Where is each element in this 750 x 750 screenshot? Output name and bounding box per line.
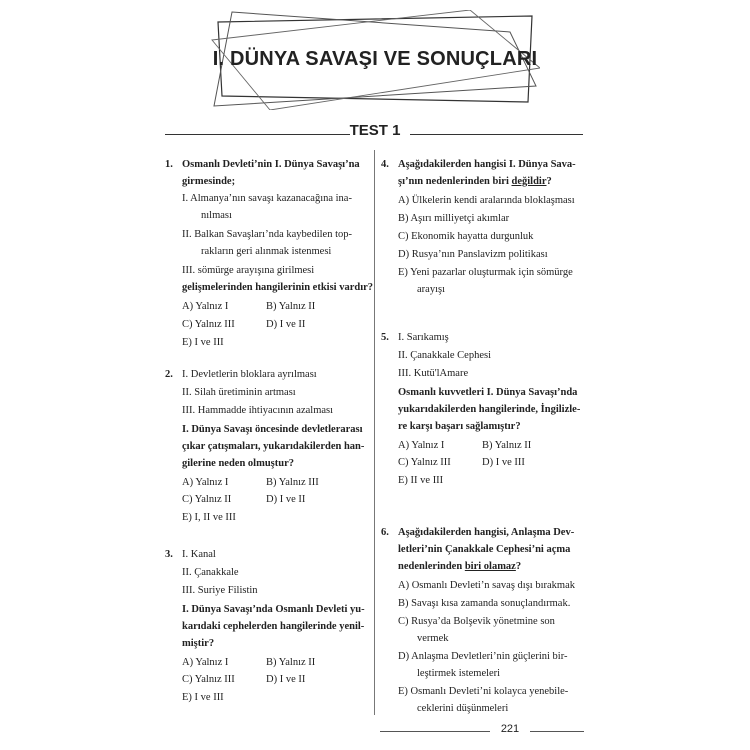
question-number: 3. (165, 549, 173, 560)
premise-item: rakların geri alınmak istenmesi (201, 246, 332, 257)
premise-item: nılması (201, 210, 232, 221)
option-e[interactable]: E) I ve III (182, 337, 224, 348)
question-3 (165, 546, 370, 706)
option-b[interactable]: B) Yalnız II (482, 440, 532, 451)
premise-item: II. Çanakkale (182, 567, 239, 578)
question-stem: girmesinde; (182, 176, 236, 187)
page-number: 221 (500, 723, 520, 735)
option-b[interactable]: B) Yalnız II (266, 657, 316, 668)
premise-item: II. Silah üretiminin artması (182, 387, 296, 398)
question-stem: Osmanlı Devleti’nin I. Dünya Savaşı’na (182, 159, 360, 170)
option-b[interactable]: B) Yalnız III (266, 477, 319, 488)
option-c-continued: vermek (417, 633, 449, 644)
option-a[interactable]: A) Osmanlı Devleti’n savaş dışı bırakmak (398, 580, 576, 591)
option-c[interactable]: C) Yalnız III (398, 457, 451, 468)
option-b[interactable]: B) Savaşı kısa zamanda sonuçlandırmak. (398, 598, 571, 609)
question-prompt: yukarıdakilerden hangilerinde, İngilizle- (398, 404, 581, 415)
question-number: 4. (381, 159, 389, 170)
option-d-continued: leştirmek istemeleri (417, 668, 501, 679)
question-prompt: I. Dünya Savaşı’nda Osmanlı Devleti yu- (182, 604, 365, 615)
column-divider (374, 150, 375, 715)
question-number: 5. (381, 332, 389, 343)
option-c[interactable]: C) Yalnız III (182, 674, 235, 685)
option-d[interactable]: D) I ve II (266, 319, 306, 330)
premise-item: I. Kanal (182, 549, 216, 560)
option-a[interactable]: A) Yalnız I (398, 440, 445, 451)
page-title: I. DÜNYA SAVAŞI VE SONUÇLARI (212, 48, 538, 70)
option-b[interactable]: B) Aşırı milliyetçi akımlar (398, 213, 510, 224)
premise-item: III. sömürge arayışına girilmesi (182, 265, 315, 276)
question-number: 2. (165, 369, 173, 380)
negation-emphasis: değildir (511, 176, 547, 187)
option-d[interactable]: D) Rusya’nın Panslavizm politikası (398, 249, 548, 260)
question-5 (381, 329, 586, 489)
option-e-continued: ceklerini düşünmeleri (417, 703, 509, 714)
test-header-rule-left (165, 134, 350, 135)
question-stem: nedenlerinden biri olamaz? (398, 561, 522, 572)
option-a[interactable]: A) Ülkelerin kendi aralarında bloklaşması (398, 195, 575, 206)
option-b[interactable]: B) Yalnız II (266, 301, 316, 312)
premise-item: II. Balkan Savaşları’nda kaybedilen top- (182, 229, 352, 240)
option-e[interactable]: E) Osmanlı Devleti’ni kolayca yenebile- (398, 686, 569, 697)
premise-item: II. Çanakkale Cephesi (398, 350, 492, 361)
premise-item: I. Devletlerin bloklara ayrılması (182, 369, 317, 380)
question-prompt: I. Dünya Savaşı öncesinde devletlerarası (182, 424, 363, 435)
question-4 (381, 156, 586, 296)
option-c[interactable]: C) Yalnız II (182, 494, 232, 505)
question-stem: Aşağıdakilerden hangisi, Anlaşma Dev- (398, 527, 575, 538)
question-prompt: re karşı başarı sağlamıştır? (398, 421, 521, 432)
option-a[interactable]: A) Yalnız I (182, 657, 229, 668)
question-prompt: gilerine neden olmuştur? (182, 458, 294, 469)
premise-item: I. Almanya’nın savaşı kazanacağına ina- (182, 193, 352, 204)
footer-rule-left (380, 731, 490, 732)
negation-emphasis: biri olamaz (464, 561, 516, 572)
question-prompt: çıkar çatışmaları, yukarıdakilerden han- (182, 441, 365, 452)
option-e[interactable]: E) II ve III (398, 475, 444, 486)
question-prompt: gelişmelerinden hangilerinin etkisi vardır? (182, 282, 374, 293)
test-header-rule-right (410, 134, 583, 135)
question-number: 1. (165, 159, 173, 170)
premise-item: III. Suriye Filistin (182, 585, 258, 596)
option-c[interactable]: C) Ekonomik hayatta durgunluk (398, 231, 534, 242)
question-prompt: miştir? (182, 638, 215, 649)
title-banner (210, 10, 540, 110)
option-d[interactable]: D) Anlaşma Devletleri’nin güçlerini bir- (398, 651, 568, 662)
question-stem: Aşağıdakilerden hangisi I. Dünya Sava- (398, 159, 576, 170)
option-e[interactable]: E) I, II ve III (182, 512, 236, 523)
question-1 (165, 156, 374, 348)
footer-rule-right (530, 731, 584, 732)
question-6 (381, 524, 586, 714)
option-c[interactable]: C) Rusya’da Bolşevik yönetmine son (398, 616, 555, 627)
premise-item: I. Sarıkamış (398, 332, 449, 343)
option-e[interactable]: E) Yeni pazarlar oluşturmak için sömürge (398, 267, 573, 278)
question-prompt: Osmanlı kuvvetleri I. Dünya Savaşı’nda (398, 387, 578, 398)
premise-item: III. Kutü'lAmare (398, 368, 469, 379)
test-label: TEST 1 (349, 122, 401, 139)
question-2 (165, 366, 370, 526)
question-stem: şı’nın nedenlerinden biri değildir? (398, 176, 552, 187)
option-c[interactable]: C) Yalnız III (182, 319, 235, 330)
option-d[interactable]: D) I ve II (266, 674, 306, 685)
premise-item: III. Hammadde ihtiyacının azalması (182, 405, 334, 416)
option-d[interactable]: D) I ve II (266, 494, 306, 505)
option-a[interactable]: A) Yalnız I (182, 301, 229, 312)
question-stem: letleri’nin Çanakkale Cephesi’ni açma (398, 544, 571, 555)
question-prompt: karıdaki cephelerden hangilerinde yenil- (182, 621, 365, 632)
option-e[interactable]: E) I ve III (182, 692, 224, 703)
question-number: 6. (381, 527, 389, 538)
option-d[interactable]: D) I ve III (482, 457, 525, 468)
option-e-continued: arayışı (417, 284, 445, 295)
option-a[interactable]: A) Yalnız I (182, 477, 229, 488)
